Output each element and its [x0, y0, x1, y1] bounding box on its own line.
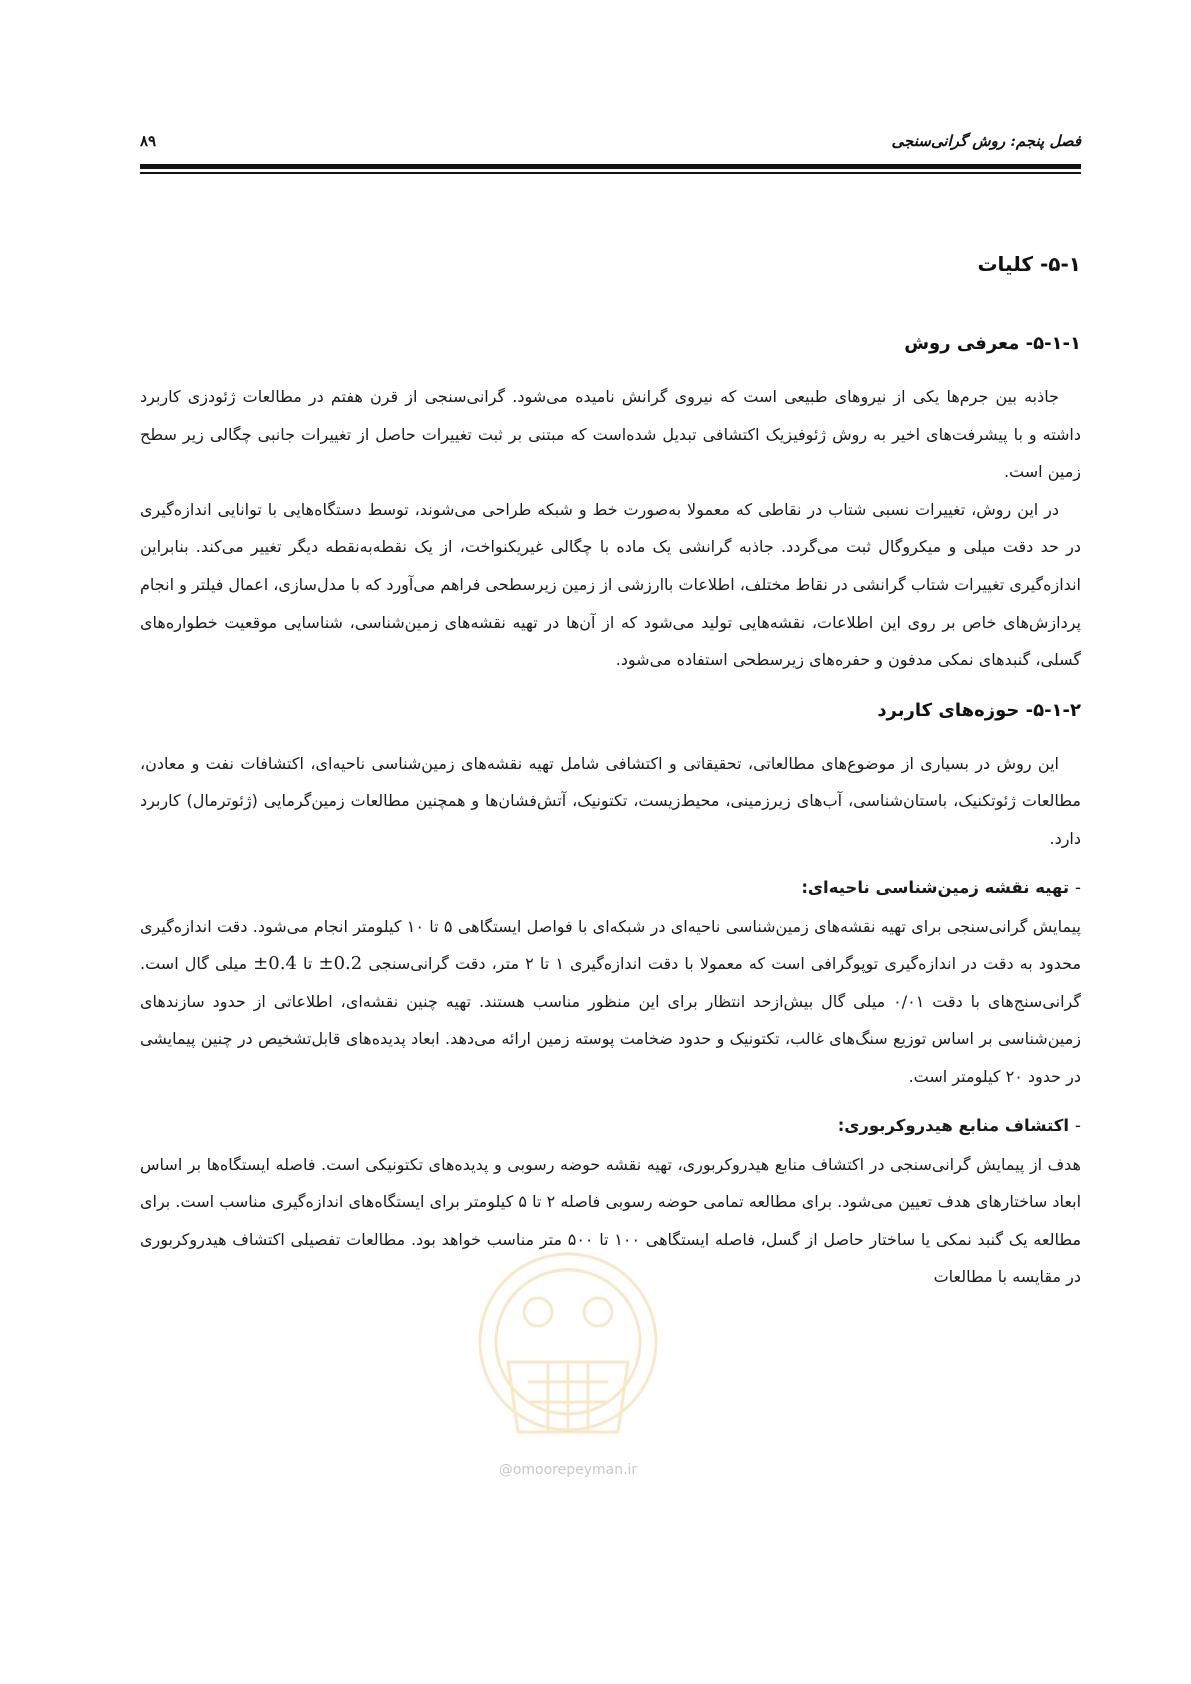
section-heading-method: ۵-۱-۱- معرفی روش — [904, 333, 1081, 354]
header-rule-thick — [140, 164, 1081, 169]
accuracy-number-low: 0.2 — [333, 953, 363, 975]
plus-minus-sign: ± — [318, 953, 334, 975]
header-rule-thin — [140, 172, 1081, 174]
paragraph-regional-map — [140, 908, 1081, 1096]
accuracy-number-high: 0.4 — [268, 953, 297, 975]
accuracy-value-high — [253, 954, 297, 973]
bullet-heading-regional-map — [140, 870, 1081, 906]
range-word: تا — [303, 954, 313, 974]
bullet-dash: - — [1075, 1115, 1081, 1135]
section-heading-general: ۵-۱- کلیات — [977, 252, 1081, 276]
watermark-url: @omoorepeyman.ir — [498, 1462, 638, 1478]
section-heading-applications: ۵-۱-۲- حوزه‌های کاربرد — [877, 699, 1081, 721]
paragraph-method-2: در این روش، تغییرات نسبی شتاب در نقاطی که معمولا به‌صورت خط و شبکه طراحی می‌شوند، توسط دستگاه‌هایی با توانایی اندازه‌گیری در حد دقت میلی و میکروگال ثبت می‌گردد. جاذبه گرانشی یک ماده با چگالی غیریکنواخت، از یک نقطه‌به‌نقطه دیگر تغییر می‌کند. بنابراین اندازه‌گیری تغییرات شتاب گرانشی در نقاط مختلف، اطلاعات باارزشی از زمین زیرسطحی فراهم می‌آورد که با مدل‌سازی، اعمال فیلتر و انجام پردازش‌های خاص بر روی این اطلاعات، نقشه‌هایی تولید می‌شود که از آن‌ها در تهیه نقشه‌های زمین‌شناسی، شناسایی موقعیت خطواره‌های گسلی، گنبدهای نمکی مدفون و حفره‌های زیرسطحی استفاده می‌شود. — [140, 499, 1081, 670]
accuracy-value-low — [318, 954, 362, 973]
bullet-heading-text: اکتشاف منابع هیدروکربوری: — [837, 1115, 1070, 1135]
bullet-heading-text: تهیه نقشه زمین‌شناسی ناحیه‌ای: — [801, 877, 1070, 897]
regional-text-part1: پیمایش گرانی‌سنجی برای تهیه نقشه‌های زمین‌شناسی ناحیه‌ای در شبکه‌ای با فواصل ایستگاهی ۵ تا ۱۰ کیلومتر انجام می‌شود. دقت اندازه‌گیری محدود به دقت در اندازه‌گیری توپوگرافی است که معمولا با دقت اندازه‌گیری ۱ تا ۲ متر، دقت گرانی‌سنجی — [140, 916, 1082, 974]
regional-text-part2: میلی گال است. گرانی‌سنج‌های با دقت ۰/۰۱ میلی گال بیش‌ازحد انتظار برای این منظور مناسب هستند. تهیه چنین نقشه‌ای، اطلاعاتی از حدود سازندهای زمین‌شناسی بر اساس توزیع سنگ‌های غالب، تکتونیک و حدود ضخامت پوسته زمین ارائه می‌دهد. ابعاد پدیده‌های قابل‌تشخیص در چنین پیمایشی در حدود ۲۰ کیلومتر است. — [140, 954, 1081, 1086]
paragraph-method-1: جاذبه بین جرم‌ها یکی از نیروهای طبیعی است که نیروی گرانش نامیده می‌شود. گرانی‌سنجی از قرن هفتم در مطالعات ژئودزی کاربرد داشته و با پیشرفت‌های اخیر به روش ژئوفیزیک اکتشافی تبدیل شده‌است که مبتنی بر ثبت تغییرات حاصل از تغییرات جانبی چگالی زیر سطح زمین است. — [140, 387, 1081, 482]
chapter-title: فصل پنجم: روش گرانی‌سنجی — [891, 132, 1081, 150]
paragraph-hydrocarbon: هدف از پیمایش گرانی‌سنجی در اکتشاف منابع هیدروکربوری، تهیه نقشه حوضه رسوبی و پدیده‌های تکتونیکی است. فاصله ایستگاه‌ها بر اساس ابعاد ساختارهای هدف تعیین می‌شود. برای مطالعه تمامی حوضه رسوبی فاصله ۲ تا ۵ کیلومتر برای ایستگاه‌های اندازه‌گیری مناسب است. برای مطالعه یک گنبد نمکی یا ساختار حاصل از گسل، فاصله ایستگاهی ۱۰۰ تا ۵۰۰ متر مناسب خواهد بود. مطالعات تفصیلی اکتشاف هیدروکربوری در مقایسه با مطالعات — [140, 1154, 1082, 1287]
bullet-dash: - — [1075, 877, 1081, 897]
plus-minus-sign: ± — [253, 953, 269, 975]
page-body — [140, 246, 1081, 1296]
bullet-heading-hydrocarbon — [140, 1108, 1081, 1144]
page-number: ۸۹ — [140, 132, 157, 150]
running-header — [140, 128, 1081, 160]
paragraph-applications: این روش در بسیاری از موضوع‌های مطالعاتی، تحقیقاتی و اکتشافی شامل تهیه نقشه‌های زمین‌شناسی ناحیه‌ای، اکتشافات نفت و معادن، مطالعات ژئوتکنیک، باستان‌شناسی، آب‌های زیرزمینی، محیط‌زیست، تکتونیک، آتش‌فشان‌ها و همچنین مطالعات زمین‌گرمایی (ژئوترمال) کاربرد دارد. — [140, 753, 1081, 848]
